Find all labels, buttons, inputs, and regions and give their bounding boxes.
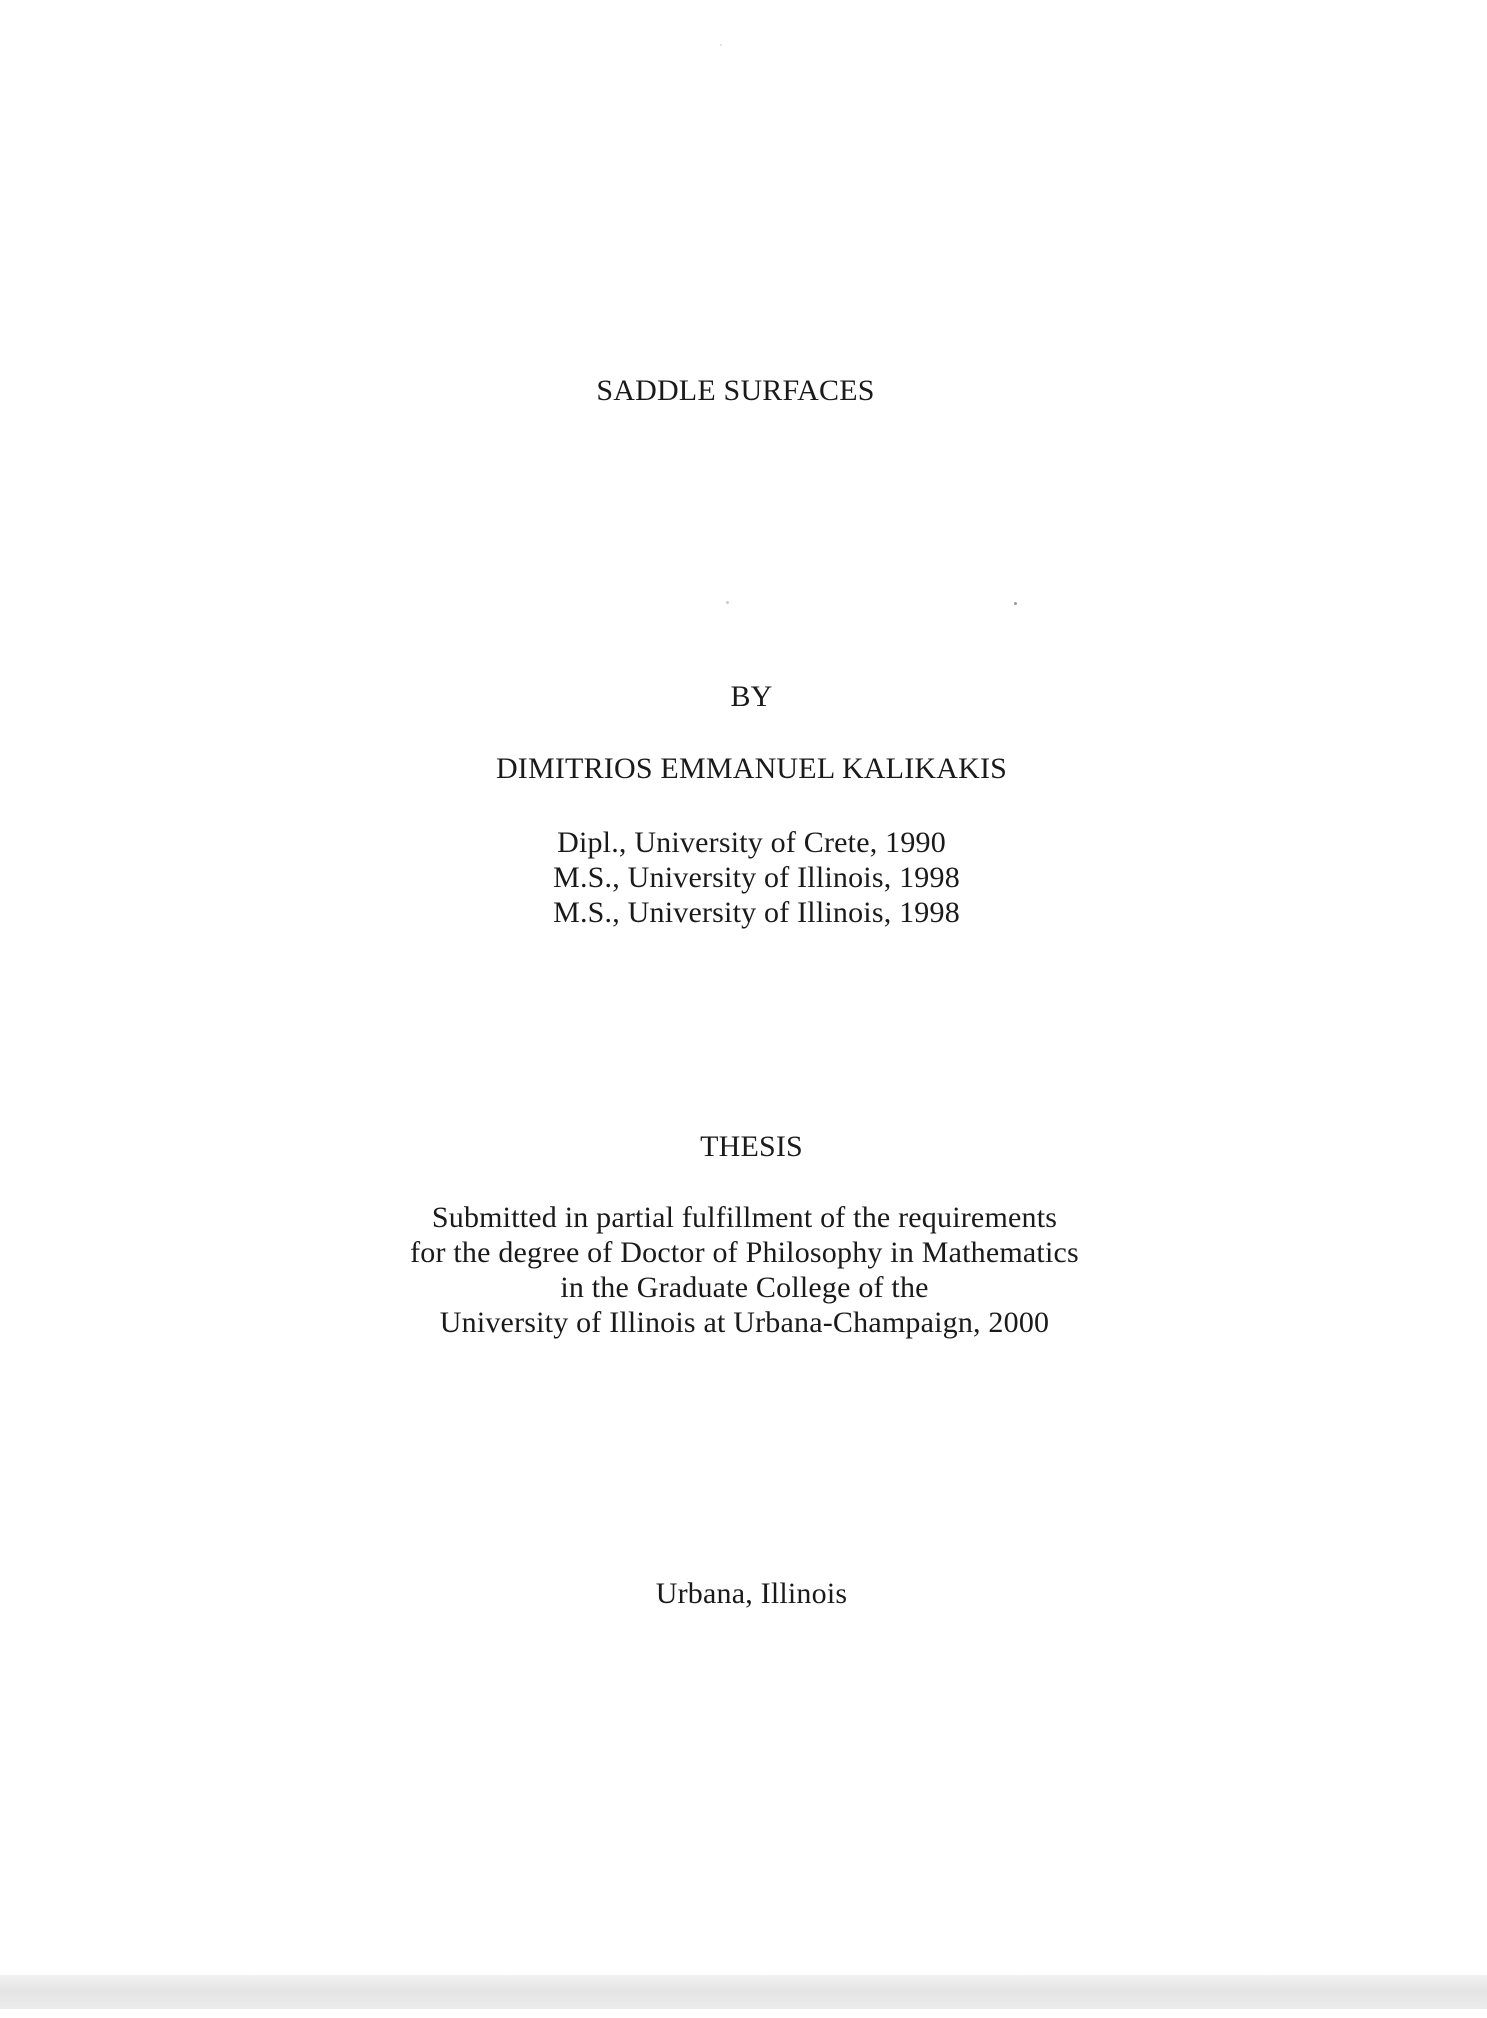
submission-statement-line: University of Illinois at Urbana-Champaign, 2000 (439, 1306, 1050, 1339)
place-of-submission: Urbana, Illinois (655, 1577, 848, 1610)
by-label: BY (730, 680, 773, 713)
prior-degree: Dipl., University of Crete, 1990 (557, 826, 946, 859)
scan-speck (720, 44, 722, 46)
thesis-title: SADDLE SURFACES (596, 374, 875, 407)
submission-statement-line: in the Graduate College of the (560, 1271, 929, 1304)
submission-statement-line: Submitted in partial fulfillment of the requirements (431, 1201, 1058, 1234)
scan-speck (726, 601, 729, 604)
document-type: THESIS (700, 1130, 803, 1163)
prior-degree: M.S., University of Illinois, 1998 (553, 861, 960, 894)
submission-statement-line: for the degree of Doctor of Philosophy in Mathematics (410, 1236, 1079, 1269)
scan-bottom-edge (0, 1975, 1487, 2009)
scan-speck (1014, 602, 1017, 605)
prior-degree: M.S., University of Illinois, 1998 (553, 896, 960, 929)
author-name: DIMITRIOS EMMANUEL KALIKAKIS (495, 752, 1008, 785)
